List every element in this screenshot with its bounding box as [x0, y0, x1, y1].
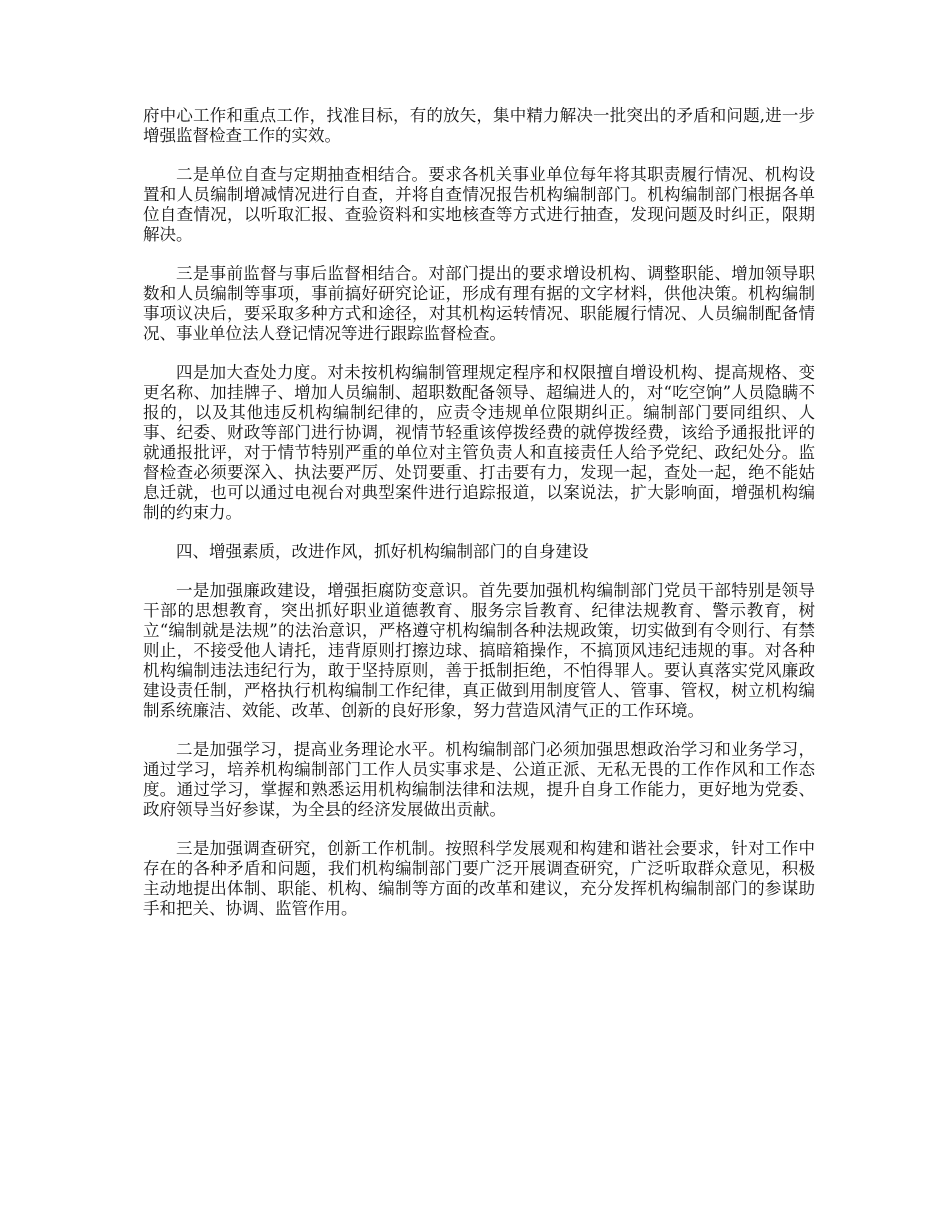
paragraph-integrity: 一是加强廉政建设，增强拒腐防变意识。首先要加强机构编制部门党员干部特别是领导干部的思想教育，突出抓好职业道德教育、服务宗旨教育、纪律法规教育、警示教育，树立“编制就是法规”的法治意识，严格遵守机构编制各种法规政策，切实做到有令则行、有禁则止，不接受他人请托，违背原则打擦边球、搞暗箱操作，不搞顶风违纪违规的事。对各种机构编制违法违纪行为，敢于坚持原则，善于抵制拒绝，不怕得罪人。要认真落实党风廉政建设责任制，严格执行机构编制工作纪律，真正做到用制度管人、管事、管权，树立机构编制系统廉洁、效能、改革、创新的良好形象，努力营造风清气正的工作环境。 [143, 581, 815, 720]
paragraph-self-inspection: 二是单位自查与定期抽查相结合。要求各机关事业单位每年将其职责履行情况、机构设置和人员编制增减情况进行自查，并将自查情况报告机构编制部门。机构编制部门根据各单位自查情况，以听取汇报、查验资料和实地核查等方式进行抽查，发现问题及时纠正，限期解决。 [143, 165, 815, 244]
section-heading-4: 四、增强素质，改进作风，抓好机构编制部门的自身建设 [176, 542, 589, 561]
paragraph-learning: 二是加强学习，提高业务理论水平。机构编制部门必须加强思想政治学习和业务学习，通过学习，培养机构编制部门工作人员实事求是、公道正派、无私无畏的工作作风和工作态度。通过学习，掌握和熟悉运用机构编制法律和法规，提升自身工作能力，更好地为党委、政府领导当好参谋，为全县的经济发展做出贡献。 [143, 740, 815, 819]
paragraph-pre-post-supervision: 三是事前监督与事后监督相结合。对部门提出的要求增设机构、调整职能、增加领导职数和人员编制等事项，事前搞好研究论证，形成有理有据的文字材料，供他决策。机构编制事项议决后，要采取多种方式和途径，对其机构运转情况、职能履行情况、人员编制配备情况、事业单位法人登记情况等进行跟踪监督检查。 [143, 264, 815, 343]
paragraph-investigation: 四是加大查处力度。对未按机构编制管理规定程序和权限擅自增设机构、提高规格、变更名称、加挂牌子、增加人员编制、超职数配备领导、超编进人的，对“吃空饷”人员隐瞒不报的，以及其他违反机构编制纪律的，应责令违规单位限期纠正。编制部门要同组织、人事、纪委、财政等部门进行协调，视情节轻重该停拨经费的就停拨经费，该给予通报批评的就通报批评，对于情节特别严重的单位对主管负责人和直接责任人给予党纪、政纪处分。监督检查必须要深入、执法要严厉、处罚要重、打击要有力，发现一起，查处一起，绝不能姑息迁就，也可以通过电视台对典型案件进行追踪报道，以案说法，扩大影响面，增强机构编制的约束力。 [143, 363, 815, 522]
paragraph-continuation: 府中心工作和重点工作，找准目标，有的放矢，集中精力解决一批突出的矛盾和问题,进一步增强监督检查工作的实效。 [143, 106, 815, 145]
document-body [143, 106, 815, 938]
paragraph-research: 三是加强调查研究，创新工作机制。按照科学发展观和构建和谐社会要求，针对工作中存在的各种矛盾和问题，我们机构编制部门要广泛开展调查研究，广泛听取群众意见，积极主动地提出体制、职能、机构、编制等方面的改革和建议，充分发挥机构编制部门的参谋助手和把关、协调、监管作用。 [143, 839, 815, 918]
